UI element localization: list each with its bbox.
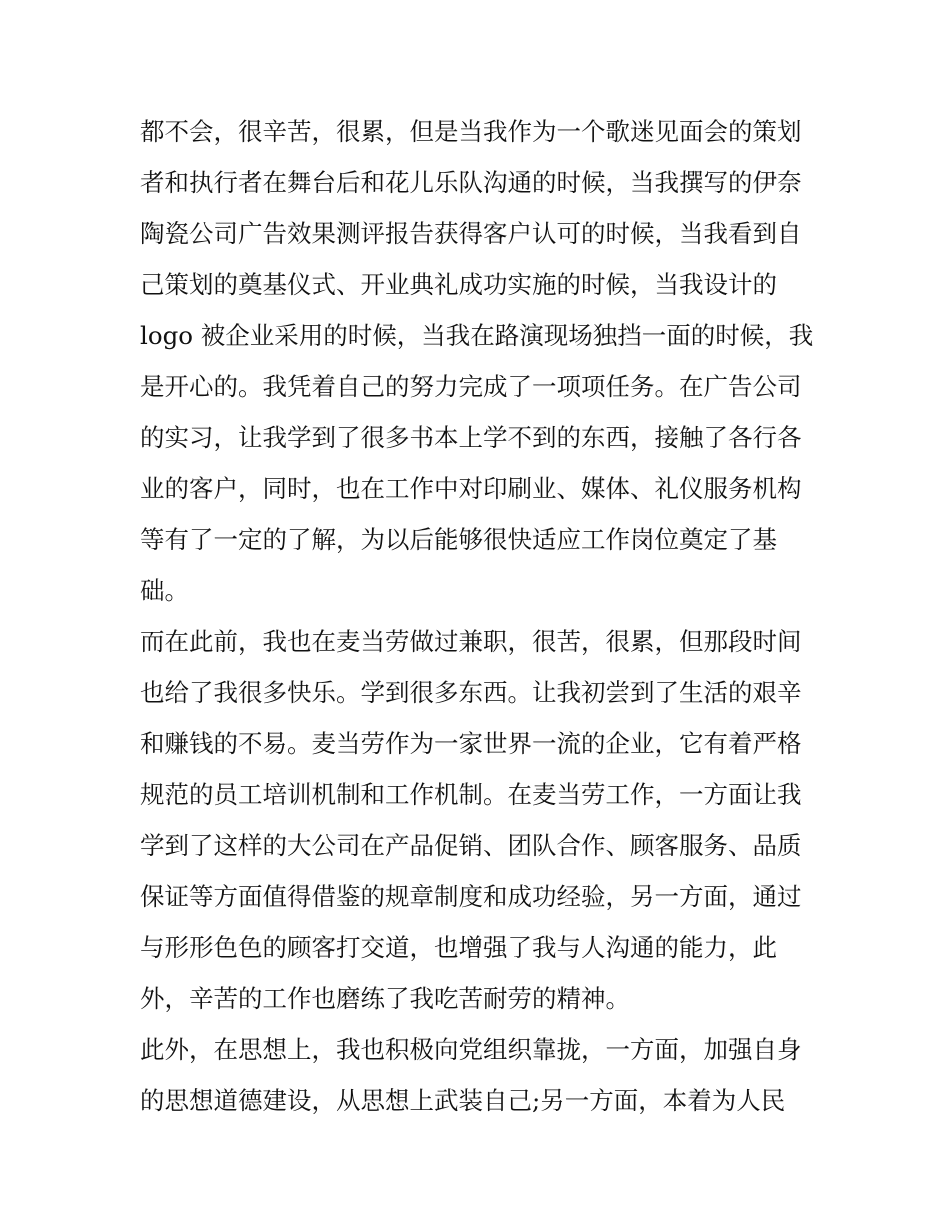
text-line: 业的客户，同时，也在工作中对印刷业、媒体、礼仪服务机构: [140, 474, 802, 503]
text-line: 己策划的奠基仪式、开业典礼成功实施的时候，当我设计的: [140, 270, 777, 299]
text-line: logo 被企业采用的时候，当我在路演现场独挡一面的时候，我: [140, 321, 814, 350]
text-line: 陶瓷公司广告效果测评报告获得客户认可的时候，当我看到自: [140, 219, 802, 248]
text-line: 学到了这样的大公司在产品促销、团队合作、顾客服务、品质: [140, 831, 802, 860]
text-line: 等有了一定的了解，为以后能够很快适应工作岗位奠定了基: [140, 525, 777, 554]
text-line: 都不会，很辛苦，很累，但是当我作为一个歌迷见面会的策划: [140, 117, 802, 146]
text-line: 是开心的。我凭着自己的努力完成了一项项任务。在广告公司: [140, 372, 802, 401]
text-line: 者和执行者在舞台后和花儿乐队沟通的时候，当我撰写的伊奈: [140, 168, 802, 197]
text-line: 外，辛苦的工作也磨练了我吃苦耐劳的精神。: [140, 984, 630, 1013]
text-line: 保证等方面值得借鉴的规章制度和成功经验，另一方面，通过: [140, 882, 802, 911]
text-line: 的实习，让我学到了很多书本上学不到的东西，接触了各行各: [140, 423, 802, 452]
body-text: [140, 106, 820, 1126]
text-line: 而在此前，我也在麦当劳做过兼职，很苦，很累，但那段时间: [140, 627, 802, 656]
text-line: 的思想道德建设，从思想上武装自己;另一方面，本着为人民: [140, 1086, 786, 1115]
text-line: 也给了我很多快乐。学到很多东西。让我初尝到了生活的艰辛: [140, 678, 802, 707]
text-line: 此外，在思想上，我也积极向党组织靠拢，一方面，加强自身: [140, 1035, 802, 1064]
text-line: 规范的员工培训机制和工作机制。在麦当劳工作，一方面让我: [140, 780, 802, 809]
text-line: 础。: [140, 576, 189, 605]
text-line: 与形形色色的顾客打交道，也增强了我与人沟通的能力，此: [140, 933, 777, 962]
text-line: 和赚钱的不易。麦当劳作为一家世界一流的企业，它有着严格: [140, 729, 802, 758]
